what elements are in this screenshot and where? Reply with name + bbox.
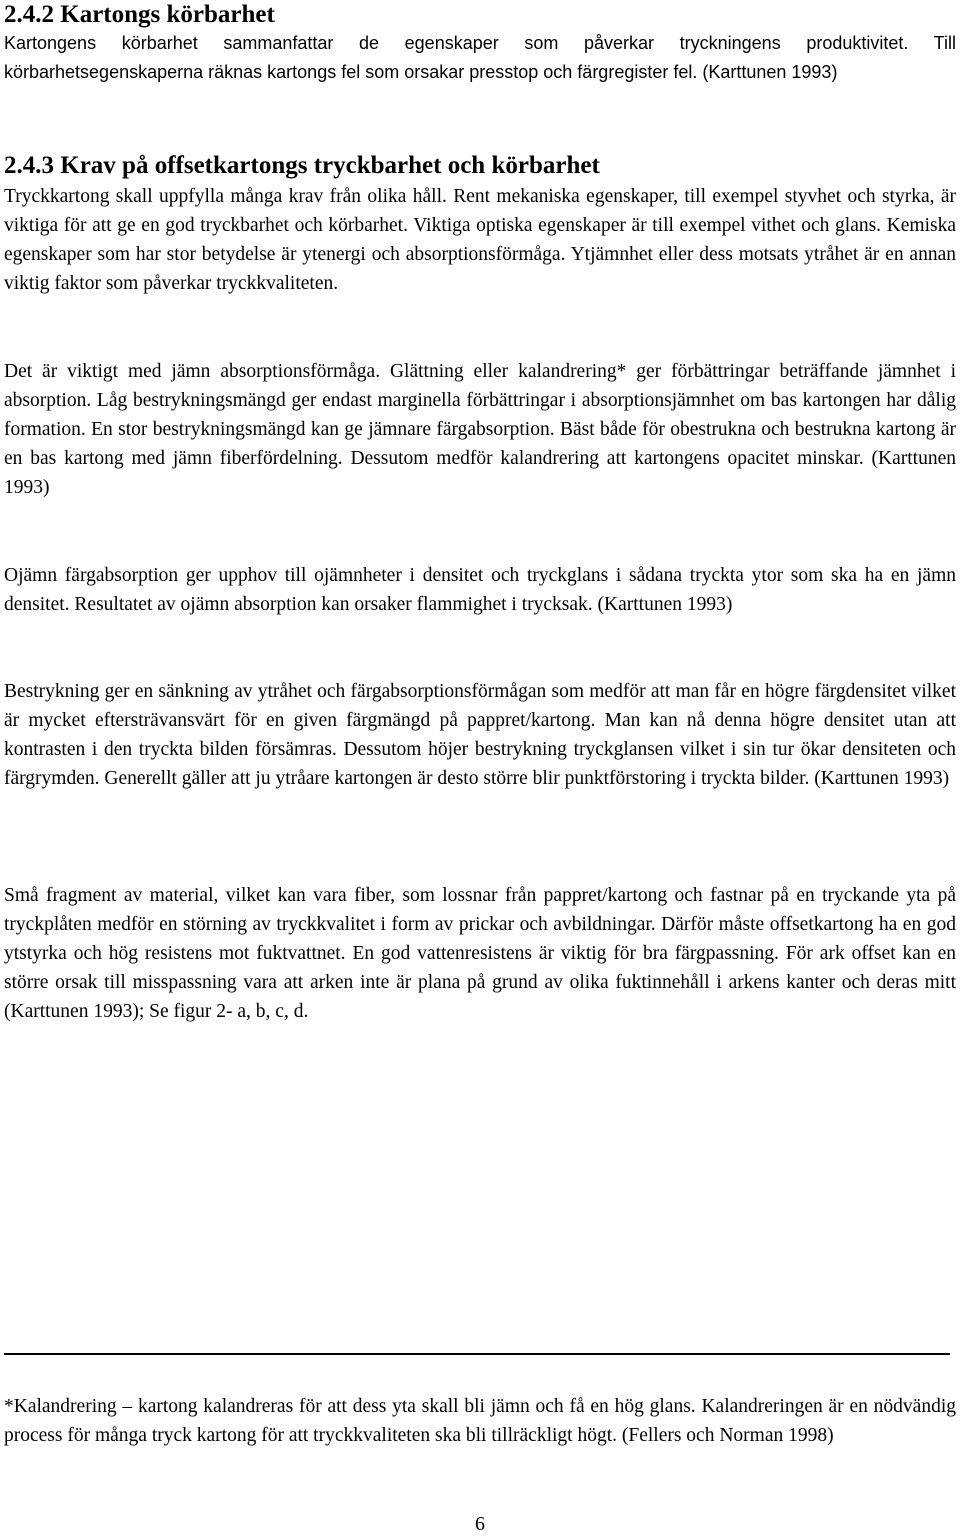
section-2-4-3-paragraph-4: Bestrykning ger en sänkning av ytråhet och färgabsorptionsförmågan som medför att man får en högre färgdensitet vilket är mycket eftersträvansvärt för en given färgmängd på pappret/kartong. Man kan nå denna högre densitet utan att kontrasten i den tryckta bilden försämras. Dessutom höjer bestrykning tryckglansen vilket i sin tur ökar densiteten och färgrymden. Generellt gäller att ju ytråare kartongen är desto större blir punktförstoring i tryckta bilder. (Karttunen 1993) — [4, 681, 956, 789]
page-number: 6 — [475, 1513, 485, 1535]
section-heading-2-4-3: 2.4.3 Krav på offsetkartongs tryckbarhet och körbarhet — [4, 152, 600, 179]
section-2-4-2-body: Kartongens körbarhet sammanfattar de egenskaper som påverkar tryckningens produktivitet. Till körbarhetsegenskaperna räknas kartongs fel som orsakar presstop och färgregister fel. (Karttunen 1993) — [4, 33, 956, 82]
footnote-separator — [4, 1353, 950, 1355]
section-heading-2-4-2: 2.4.2 Kartongs körbarhet — [4, 1, 275, 28]
footnote: *Kalandrering – kartong kalandreras för att dess yta skall bli jämn och få en hög glans. Kalandreringen är en nödvändig process för många tryck kartong för att tryckkvaliteten ska bli tillräckligt högt. (Fellers och Norman 1998) — [4, 1395, 956, 1446]
section-2-4-3-paragraph-2: Det är viktigt med jämn absorptionsförmåga. Glättning eller kalandrering* ger förbättringar beträffande jämnhet i absorption. Låg bestrykningsmängd ger endast marginella förbättringar i absorptionsjämnhet om bas kartongen har dålig formation. En stor bestrykningsmängd kan ge jämnare färgabsorption. Bäst både för obestrukna och bestrukna kartong är en bas kartong med jämn fiberfördelning. Dessutom medför kalandrering att kartongens opacitet minskar. (Karttunen 1993) — [4, 361, 956, 498]
section-2-4-3-paragraph-5: Små fragment av material, vilket kan vara fiber, som lossnar från pappret/kartong och fastnar på en tryckande yta på tryckplåten medför en störning av tryckkvalitet i form av prickar och avbildningar. Därför måste offsetkartong ha en god ytstyrka och hög resistens mot fuktvattnet. En god vattenresistens är viktig för bra färgpassning. För ark offset kan en större orsak till misspassning vara att arken inte är plana på grund av olika fuktinnehåll i arkens kanter och deras mitt (Karttunen 1993); Se figur 2- a, b, c, d. — [4, 885, 956, 1022]
document-page — [4, 0, 956, 1537]
section-2-4-3-paragraph-3: Ojämn färgabsorption ger upphov till ojämnheter i densitet och tryckglans i sådana tryckta ytor som ska ha en jämn densitet. Resultatet av ojämn absorption kan orsaker flammighet i trycksak. (Karttunen 1993) — [4, 565, 956, 615]
section-2-4-3-paragraph-1: Tryckkartong skall uppfylla många krav från olika håll. Rent mekaniska egenskaper, till exempel styvhet och styrka, är viktiga för att ge en god tryckbarhet och körbarhet. Viktiga optiska egenskaper är till exempel vithet och glans. Kemiska egenskaper som har stor betydelse är ytenergi och absorptionsförmåga. Ytjämnhet eller dess motsats ytråhet är en annan viktig faktor som påverkar tryckkvaliteten. — [4, 186, 956, 294]
